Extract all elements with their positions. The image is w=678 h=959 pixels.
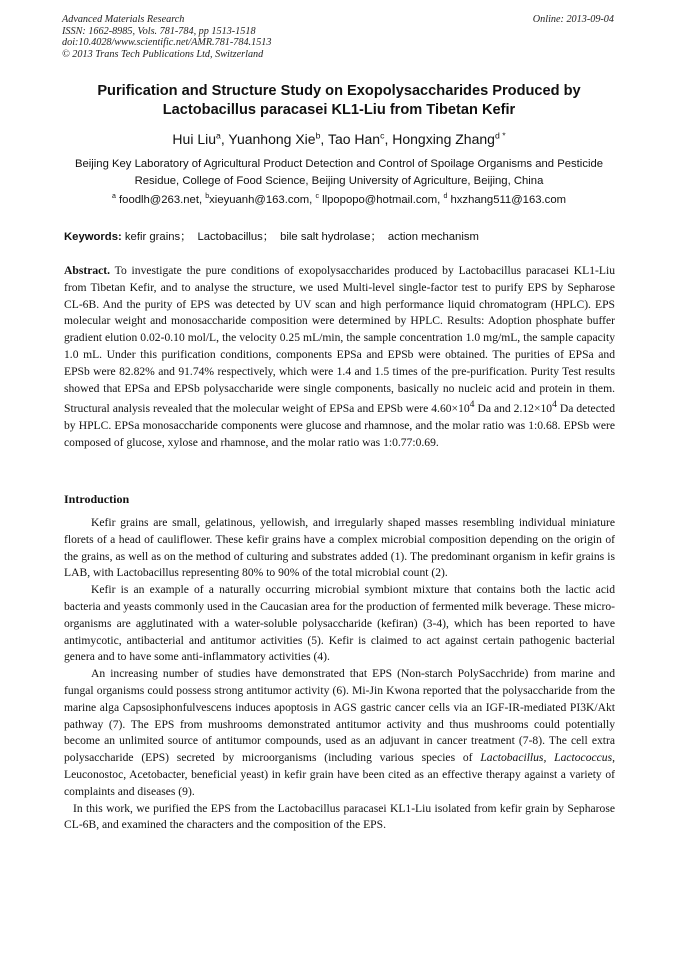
abstract-label: Abstract. <box>64 264 111 277</box>
email: $^a$ foodlh@263.net, <box>111 193 206 206</box>
keyword: bile salt hydrolase <box>280 231 371 243</box>
email: $^d$ hxzhang511@163.com <box>443 193 567 206</box>
keyword: Lactobacillus <box>197 231 263 243</box>
keywords <box>64 229 616 245</box>
author: Yuanhong Xie$^b$, <box>228 130 328 147</box>
keywords-label: Keywords: <box>64 231 122 243</box>
keyword-separator: ； <box>180 231 192 243</box>
copyright-line: © 2013 Trans Tech Publications Ltd, Switzerland <box>62 48 264 60</box>
section-heading-introduction: Introduction <box>64 492 130 506</box>
abstract-text: To investigate the pure conditions of exopolysaccharides produced by Lactobacillus paracasei KL1-Liu from Tibetan Kefir, and to analyse the structure, we used Multi-level single-factor test to purify EPS by Sepharose CL-6B. And the purity of EPS was detected by UV scan and high performance liquid chromatogram (HPLC). EPS molecular weight and monosaccharide composition were determined by HPLC. Results: Adoption phosphate buffer gradient elution 0.02-0.10 mol/L, the velocity 0.25 mL/min, the sample concentration 1.0 mg/mL, the sample capacity 1.0 mL. Under this purification conditions, components EPSa and EPSb were obtained. The purities of EPSa and EPSb were 82.82% and 91.74% respectively, which were 1.4 and 1.5 times of the pre-purification. Purity Test results showed that EPSa and EPSb polysaccharide were single components, basically no nucleic acid and protein in them. Structural analysis revealed that the molecular weight of EPSa and EPSb were 4.60×10 <box>64 264 615 416</box>
keyword-separator: ； <box>262 231 275 243</box>
issn-line: ISSN: 1662-8985, Vols. 781-784, pp 1513-1518 <box>62 25 256 37</box>
email-list <box>62 192 616 208</box>
keyword-separator: ； <box>370 231 382 243</box>
online-date: Online: 2013-09-04 <box>532 14 614 25</box>
paragraph: Kefir is an example of a naturally occurring microbial symbiont mixture that contains both the lactic acid bacteria and yeasts commonly used in the Caucasian area for the production of fermented milk beverage. These micro-organisms are agglutinated with a water-soluble polysaccharide (kefiran) (3-4), which has been reported to have antimycotic, antibacterial and antitumor activities (5). Kefir is claimed to act against certain pathogenic bacterial genera and to have some anti-inflammatory activities (4). <box>64 583 615 664</box>
author: Hui Liu$^a$, <box>172 130 229 147</box>
keyword: kefir grains <box>124 231 181 243</box>
doi-line: doi:10.4028/www.scientific.net/AMR.781-784.1513 <box>62 37 272 49</box>
journal-name: Advanced Materials Research <box>62 14 185 25</box>
email: $^b$xieyuanh@163.com, <box>205 193 316 206</box>
author-list <box>60 130 618 148</box>
paper-title: Purification and Structure Study on Exopolysaccharides Produced by Lactobacillus paracasei KL1-Liu from Tibetan Kefir <box>97 83 581 118</box>
italic-genus: Lactobacillus, Lactococcus <box>480 751 613 765</box>
journal-header <box>62 14 271 60</box>
abstract-text: Da detected by HPLC. EPSa monosaccharide components were glucose and rhamnose, and the molar ratio was 1:0.68. EPSb were composed of glucose, xylose and rhamnose, and the molar ratio was 1:0.77:0.69. <box>64 402 616 449</box>
exponent: 4 <box>552 399 557 411</box>
keyword: action mechanism <box>387 231 479 243</box>
abstract <box>64 263 615 452</box>
introduction-body <box>64 515 615 834</box>
abstract-text: Da and 2.12×10 <box>474 402 553 416</box>
exponent: 4 <box>469 399 475 411</box>
paragraph: In this work, we purified the EPS from the Lactobacillus paracasei KL1-Liu isolated from kefir grain by Sepharose CL-6B, and examined the characters and the composition of the EPS. <box>64 801 615 832</box>
email: $^c$ llpopopo@hotmail.com, <box>315 193 444 206</box>
author: Tao Han$^c$, <box>327 130 393 147</box>
author: Hongxing Zhang$^{d *}$ <box>392 130 506 147</box>
paragraph: Kefir grains are small, gelatinous, yellowish, and irregularly shaped masses resembling individual miniature florets of a head of cauliflower. These kefir grains have a complex microbial composition depending on the origin of the grains, as well as on the method of culturing and substrates added (1). The predominant organism in kefir grains is LAB, with Lactobacillus representing 80% to 90% of the total microbial count (2). <box>64 516 615 580</box>
paragraph: An increasing number of studies have demonstrated that EPS (Non-starch PolySacchride) from marine and fungal organisms could possess strong antitumor activity (6). Mi-Jin Kwona reported that the polysaccharide from the marine alga Capsosiphonfulvescens induces apoptosis in AGS gastric cancer cells via an IGF-IR-mediated PI3K/Akt pathway (7). The EPS from mushrooms demonstrated antitumor activity and thus mushrooms could potentially become an unlimited source of antitumor compounds, used as an adjuvant in cancer treatment (7-8). The cell extra polysaccharide (EPS) secreted by microorganisms (including various species of Lactobacillus, Lactococcus, Leuconostoc, Acetobacter, beneficial yeast) in kefir grain have been cited as an effective therapy against a variety of complaints and diseases (9). <box>64 667 615 798</box>
affiliation: Beijing Key Laboratory of Agricultural Product Detection and Control of Spoilage Organisms and Pesticide Residue, College of Food Science, Beijing University of Agriculture, Beijing, China <box>74 158 604 187</box>
